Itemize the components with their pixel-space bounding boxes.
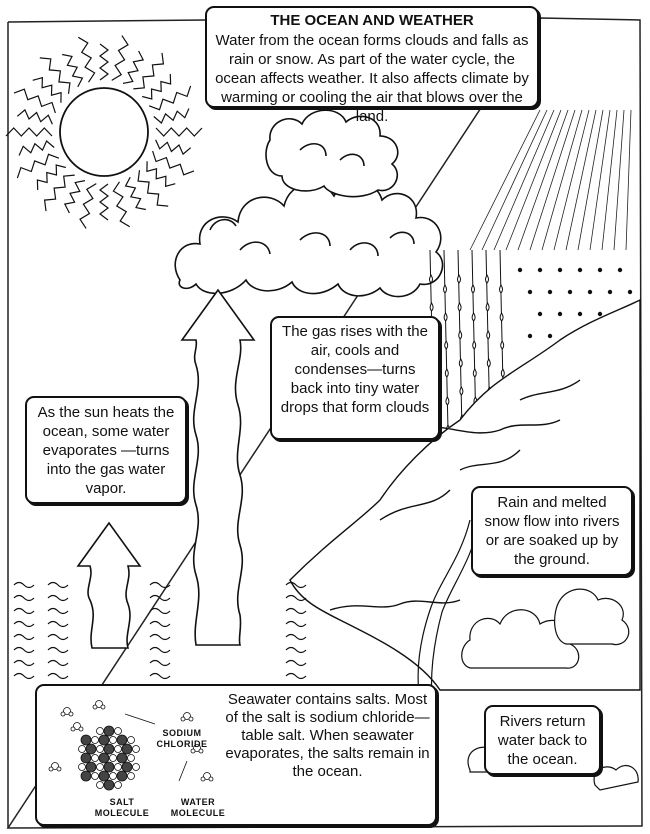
runoff-callout [471, 486, 633, 576]
evaporation-callout [25, 396, 187, 504]
rivers-text: Rivers return water back to the ocean. [497, 713, 588, 768]
water-molecule-label: WATER MOLECULE [170, 797, 226, 818]
sun-icon [6, 36, 202, 229]
salt-callout [35, 684, 437, 826]
salt-molecule-label: SALT MOLECULE [94, 797, 150, 818]
clouds-icon [175, 110, 442, 296]
evaporation-text: As the sun heats the ocean, some water evaporates —turns into the gas water vapor. [37, 404, 175, 497]
runoff-text: Rain and melted snow flow into rivers or are soaked up by the ground. [484, 494, 620, 568]
page-title: THE OCEAN AND WEATHER [270, 12, 474, 29]
rivers-callout [484, 705, 601, 775]
condensation-callout [270, 316, 440, 440]
large-up-arrow-icon [182, 290, 254, 645]
condensation-text: The gas rises with the air, cools and condenses—turns back into tiny water drops that form clouds [280, 323, 430, 416]
intro-text: Water from the ocean forms clouds and falls as rain or snow. As part of the water cycle, the ocean affects weather. It also affects climate by warming or cooling the air that blows over the land. [215, 32, 529, 125]
sodium-chloride-label: SODIUM CHLORIDE [156, 728, 208, 749]
salt-text: Seawater contains salts. Most of the salt is sodium chloride—table salt. When seawater evaporates, the salts remain in the ocean. [225, 691, 430, 780]
small-up-arrow-icon [78, 523, 140, 648]
title-callout [205, 6, 539, 125]
